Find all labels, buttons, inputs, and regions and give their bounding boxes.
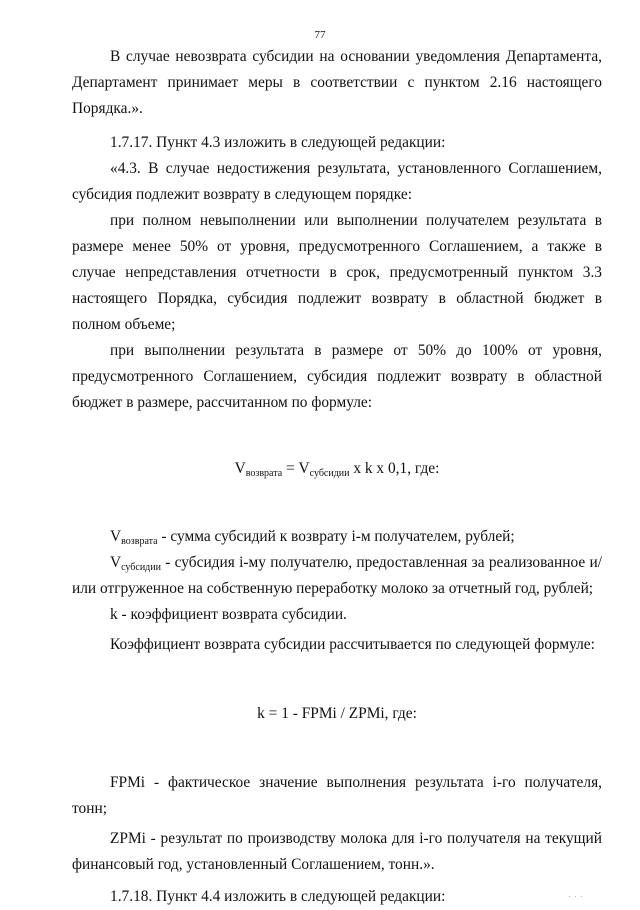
formula-equals: = V <box>282 460 310 477</box>
definition-v-refund <box>72 524 602 550</box>
def-sub-subsidy: субсидии <box>121 562 161 573</box>
formula-sub-subsidy: субсидии <box>309 468 350 479</box>
paragraph-full-refund: при полном невыполнении или выполнении получателем результата в размере менее 50% от уровня, предусмотренного Соглашением, а также в случае непредставления отчетности в срок, предусмотренный пунктом 3.3 настоящего Порядка, субсидия подлежит возврату в областной бюджет в полном объеме; <box>72 212 602 333</box>
def-v-symbol: V <box>110 528 122 545</box>
paragraph-coefficient-intro: Коэффициент возврата субсидии рассчитывается по следующей формуле: <box>110 636 595 653</box>
definition-k: k - коэффициент возврата субсидии. <box>110 606 347 623</box>
definition-fpmi: FPMi - фактическое значение выполнения результата i-го получателя, тонн; <box>72 774 602 817</box>
formula-v-symbol: V <box>234 460 246 477</box>
def-v-subsidy-text: - субсидия i-му получателю, предоставленная за реализованное и/или отгруженное на собственную переработку молоко за отчетный год, рублей; <box>72 554 602 597</box>
formula-sub-refund: возврата <box>245 468 283 479</box>
definition-zpmi: ZPMi - результат по производству молока для i-го получателя на текущий финансовый год, установленный Соглашением, тонн.». <box>72 830 602 873</box>
formula-coefficient: k = 1 - FPMi / ZPMi, где: <box>257 705 417 722</box>
document-body <box>72 44 602 910</box>
paragraph-refund-enforcement: В случае невозврата субсидии на основании уведомления Департамента, Департамент принимает меры в соответствии с пунктом 2.16 настоящего Порядка.». <box>72 48 602 117</box>
def-v-refund-text: - сумма субсидий к возврату i-м получателем, рублей; <box>157 528 515 545</box>
def-sub-refund: возврата <box>121 536 158 547</box>
paragraph-amendment-4-4: 1.7.18. Пункт 4.4 изложить в следующей редакции: <box>110 888 446 905</box>
page-number: 77 <box>314 29 326 41</box>
paragraph-4-3-intro: «4.3. В случае недостижения результата, установленного Соглашением, субсидия подлежит возврату в следующем порядке: <box>72 160 602 203</box>
paragraph-amendment-4-3: 1.7.17. Пункт 4.3 изложить в следующей редакции: <box>110 134 446 151</box>
bottom-corner-marks: · · · <box>568 893 584 901</box>
paragraph-partial-refund: при выполнении результата в размере от 50% до 100% от уровня, предусмотренного Соглашением, субсидия подлежит возврату в областной бюджет в размере, рассчитанном по формуле: <box>72 342 602 411</box>
def-v-symbol-2: V <box>110 554 122 571</box>
definition-v-subsidy <box>72 550 602 602</box>
formula-refund-volume <box>72 456 602 482</box>
formula-tail: x k x 0,1, где: <box>349 460 440 477</box>
